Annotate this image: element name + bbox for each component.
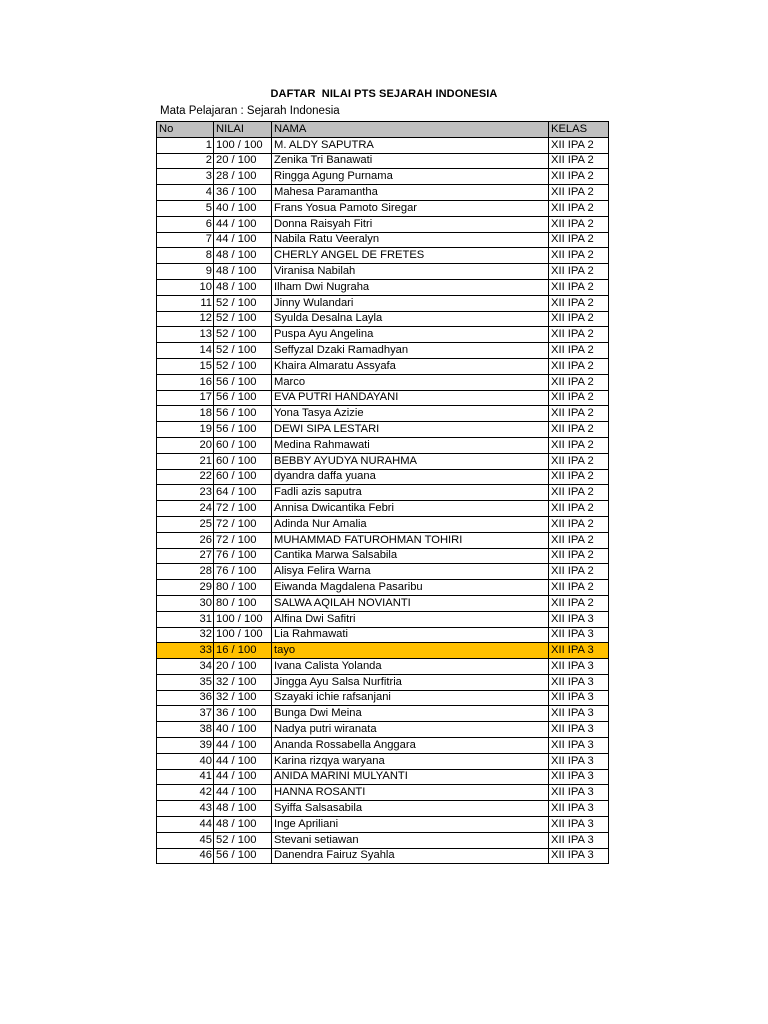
cell-nilai: 80 / 100 <box>214 580 272 596</box>
cell-nama: Ilham Dwi Nugraha <box>272 279 549 295</box>
cell-kelas: XII IPA 2 <box>549 564 609 580</box>
cell-nama: Frans Yosua Pamoto Siregar <box>272 200 549 216</box>
cell-nilai: 36 / 100 <box>214 706 272 722</box>
cell-kelas: XII IPA 3 <box>549 643 609 659</box>
cell-kelas: XII IPA 2 <box>549 422 609 438</box>
cell-kelas: XII IPA 3 <box>549 769 609 785</box>
cell-nilai: 44 / 100 <box>214 738 272 754</box>
cell-no: 10 <box>157 279 214 295</box>
table-row <box>157 548 609 564</box>
cell-nilai: 56 / 100 <box>214 390 272 406</box>
table-row <box>157 169 609 185</box>
cell-no: 23 <box>157 485 214 501</box>
table-row <box>157 817 609 833</box>
cell-kelas: XII IPA 2 <box>549 232 609 248</box>
table-row <box>157 453 609 469</box>
cell-kelas: XII IPA 2 <box>549 264 609 280</box>
cell-nilai: 56 / 100 <box>214 422 272 438</box>
cell-nama: Inge Apriliani <box>272 817 549 833</box>
cell-nama: Stevani setiawan <box>272 832 549 848</box>
cell-nama: Marco <box>272 374 549 390</box>
cell-nama: Lia Rahmawati <box>272 627 549 643</box>
cell-nilai: 80 / 100 <box>214 595 272 611</box>
table-row <box>157 185 609 201</box>
table-row <box>157 722 609 738</box>
cell-no: 13 <box>157 327 214 343</box>
cell-nilai: 100 / 100 <box>214 137 272 153</box>
cell-nama: MUHAMMAD FATUROHMAN TOHIRI <box>272 532 549 548</box>
table-row <box>157 785 609 801</box>
subject-line: Mata Pelajaran : Sejarah Indonesia <box>160 105 340 117</box>
cell-no: 5 <box>157 200 214 216</box>
table-row <box>157 153 609 169</box>
cell-kelas: XII IPA 2 <box>549 548 609 564</box>
cell-nama: Syiffa Salsasabila <box>272 801 549 817</box>
cell-nilai: 60 / 100 <box>214 453 272 469</box>
cell-nama: Seffyzal Dzaki Ramadhyan <box>272 343 549 359</box>
cell-kelas: XII IPA 3 <box>549 753 609 769</box>
cell-kelas: XII IPA 3 <box>549 659 609 675</box>
cell-nilai: 72 / 100 <box>214 516 272 532</box>
cell-kelas: XII IPA 3 <box>549 832 609 848</box>
cell-nilai: 44 / 100 <box>214 769 272 785</box>
table-row <box>157 738 609 754</box>
cell-kelas: XII IPA 2 <box>549 374 609 390</box>
table-row <box>157 374 609 390</box>
cell-no: 46 <box>157 848 214 864</box>
table-row <box>157 390 609 406</box>
cell-no: 39 <box>157 738 214 754</box>
table-row <box>157 627 609 643</box>
cell-nilai: 52 / 100 <box>214 343 272 359</box>
cell-kelas: XII IPA 2 <box>549 595 609 611</box>
cell-nama: Mahesa Paramantha <box>272 185 549 201</box>
table-row <box>157 485 609 501</box>
cell-kelas: XII IPA 2 <box>549 279 609 295</box>
cell-kelas: XII IPA 2 <box>549 311 609 327</box>
cell-nama: Viranisa Nabilah <box>272 264 549 280</box>
cell-no: 18 <box>157 406 214 422</box>
cell-nama: Yona Tasya Azizie <box>272 406 549 422</box>
cell-nama: Adinda Nur Amalia <box>272 516 549 532</box>
cell-nilai: 20 / 100 <box>214 659 272 675</box>
cell-no: 15 <box>157 358 214 374</box>
table-row <box>157 200 609 216</box>
table-row <box>157 311 609 327</box>
cell-nilai: 48 / 100 <box>214 248 272 264</box>
cell-no: 17 <box>157 390 214 406</box>
cell-kelas: XII IPA 2 <box>549 343 609 359</box>
cell-nama: Ananda Rossabella Anggara <box>272 738 549 754</box>
cell-kelas: XII IPA 2 <box>549 580 609 596</box>
cell-kelas: XII IPA 3 <box>549 674 609 690</box>
cell-no: 21 <box>157 453 214 469</box>
table-row <box>157 422 609 438</box>
table-row <box>157 137 609 153</box>
cell-kelas: XII IPA 3 <box>549 706 609 722</box>
header-kelas: KELAS <box>549 122 609 138</box>
cell-kelas: XII IPA 3 <box>549 738 609 754</box>
table-row <box>157 279 609 295</box>
cell-no: 7 <box>157 232 214 248</box>
cell-kelas: XII IPA 2 <box>549 137 609 153</box>
cell-nilai: 44 / 100 <box>214 216 272 232</box>
cell-nama: DEWI SIPA LESTARI <box>272 422 549 438</box>
cell-nama: Alisya Felira Warna <box>272 564 549 580</box>
table-row <box>157 532 609 548</box>
cell-no: 40 <box>157 753 214 769</box>
cell-nilai: 56 / 100 <box>214 848 272 864</box>
cell-no: 20 <box>157 437 214 453</box>
cell-nilai: 56 / 100 <box>214 374 272 390</box>
cell-nilai: 32 / 100 <box>214 690 272 706</box>
table-row <box>157 832 609 848</box>
cell-kelas: XII IPA 2 <box>549 295 609 311</box>
cell-nama: Szayaki ichie rafsanjani <box>272 690 549 706</box>
cell-nilai: 52 / 100 <box>214 358 272 374</box>
cell-nama: Donna Raisyah Fitri <box>272 216 549 232</box>
cell-nama: Ringga Agung Purnama <box>272 169 549 185</box>
cell-nilai: 56 / 100 <box>214 406 272 422</box>
cell-kelas: XII IPA 2 <box>549 516 609 532</box>
cell-no: 2 <box>157 153 214 169</box>
cell-no: 38 <box>157 722 214 738</box>
cell-nama: Eiwanda Magdalena Pasaribu <box>272 580 549 596</box>
header-nama: NAMA <box>272 122 549 138</box>
cell-kelas: XII IPA 3 <box>549 817 609 833</box>
table-row <box>157 358 609 374</box>
table-row <box>157 801 609 817</box>
cell-nama: Fadli azis saputra <box>272 485 549 501</box>
table-row <box>157 769 609 785</box>
document-title: DAFTAR NILAI PTS SEJARAH INDONESIA <box>270 88 498 100</box>
cell-kelas: XII IPA 2 <box>549 406 609 422</box>
cell-no: 28 <box>157 564 214 580</box>
cell-nama: Khaira Almaratu Assyafa <box>272 358 549 374</box>
table-row <box>157 659 609 675</box>
cell-no: 19 <box>157 422 214 438</box>
table-row <box>157 706 609 722</box>
cell-nama: CHERLY ANGEL DE FRETES <box>272 248 549 264</box>
table-row <box>157 216 609 232</box>
cell-nama: Zenika Tri Banawati <box>272 153 549 169</box>
cell-kelas: XII IPA 2 <box>549 453 609 469</box>
cell-nilai: 16 / 100 <box>214 643 272 659</box>
cell-nama: Cantika Marwa Salsabila <box>272 548 549 564</box>
cell-nilai: 44 / 100 <box>214 753 272 769</box>
cell-nama: Karina rizqya waryana <box>272 753 549 769</box>
cell-kelas: XII IPA 2 <box>549 185 609 201</box>
cell-kelas: XII IPA 3 <box>549 611 609 627</box>
header-no: No <box>157 122 214 138</box>
cell-no: 14 <box>157 343 214 359</box>
cell-nilai: 76 / 100 <box>214 564 272 580</box>
table-body <box>157 137 609 864</box>
cell-nama: Syulda Desalna Layla <box>272 311 549 327</box>
cell-nilai: 52 / 100 <box>214 327 272 343</box>
cell-nilai: 48 / 100 <box>214 279 272 295</box>
cell-nilai: 76 / 100 <box>214 548 272 564</box>
cell-no: 42 <box>157 785 214 801</box>
cell-kelas: XII IPA 2 <box>549 469 609 485</box>
cell-no: 41 <box>157 769 214 785</box>
cell-kelas: XII IPA 2 <box>549 532 609 548</box>
cell-nilai: 48 / 100 <box>214 817 272 833</box>
cell-no: 4 <box>157 185 214 201</box>
grades-table <box>156 121 609 864</box>
cell-nilai: 60 / 100 <box>214 469 272 485</box>
cell-no: 24 <box>157 501 214 517</box>
table-row <box>157 674 609 690</box>
cell-no: 16 <box>157 374 214 390</box>
cell-nama: Alfina Dwi Safitri <box>272 611 549 627</box>
cell-nama: SALWA AQILAH NOVIANTI <box>272 595 549 611</box>
cell-nama: BEBBY AYUDYA NURAHMA <box>272 453 549 469</box>
cell-nilai: 72 / 100 <box>214 532 272 548</box>
cell-kelas: XII IPA 3 <box>549 848 609 864</box>
cell-no: 32 <box>157 627 214 643</box>
cell-no: 31 <box>157 611 214 627</box>
header-nilai: NILAI <box>214 122 272 138</box>
cell-kelas: XII IPA 2 <box>549 169 609 185</box>
table-row <box>157 848 609 864</box>
cell-no: 44 <box>157 817 214 833</box>
cell-nama: HANNA ROSANTI <box>272 785 549 801</box>
cell-kelas: XII IPA 3 <box>549 785 609 801</box>
cell-no: 37 <box>157 706 214 722</box>
table-row <box>157 343 609 359</box>
table-row <box>157 595 609 611</box>
cell-nilai: 48 / 100 <box>214 801 272 817</box>
cell-no: 9 <box>157 264 214 280</box>
cell-no: 33 <box>157 643 214 659</box>
table-row <box>157 501 609 517</box>
cell-nilai: 100 / 100 <box>214 611 272 627</box>
cell-no: 3 <box>157 169 214 185</box>
cell-nilai: 52 / 100 <box>214 832 272 848</box>
cell-nama: Nabila Ratu Veeralyn <box>272 232 549 248</box>
cell-nilai: 44 / 100 <box>214 785 272 801</box>
cell-nama: M. ALDY SAPUTRA <box>272 137 549 153</box>
cell-nama: ANIDA MARINI MULYANTI <box>272 769 549 785</box>
table-row <box>157 295 609 311</box>
cell-nilai: 32 / 100 <box>214 674 272 690</box>
table-row <box>157 690 609 706</box>
cell-nilai: 20 / 100 <box>214 153 272 169</box>
cell-nilai: 40 / 100 <box>214 200 272 216</box>
cell-nama: Puspa Ayu Angelina <box>272 327 549 343</box>
table-row <box>157 327 609 343</box>
cell-kelas: XII IPA 2 <box>549 358 609 374</box>
cell-nilai: 48 / 100 <box>214 264 272 280</box>
cell-kelas: XII IPA 3 <box>549 690 609 706</box>
table-row <box>157 469 609 485</box>
cell-no: 36 <box>157 690 214 706</box>
cell-kelas: XII IPA 2 <box>549 485 609 501</box>
table-row <box>157 437 609 453</box>
cell-nilai: 28 / 100 <box>214 169 272 185</box>
cell-no: 45 <box>157 832 214 848</box>
table-header-row <box>157 122 609 138</box>
cell-no: 6 <box>157 216 214 232</box>
cell-nama: Nadya putri wiranata <box>272 722 549 738</box>
cell-nama: Jinny Wulandari <box>272 295 549 311</box>
cell-nilai: 44 / 100 <box>214 232 272 248</box>
cell-no: 29 <box>157 580 214 596</box>
cell-no: 22 <box>157 469 214 485</box>
cell-kelas: XII IPA 3 <box>549 722 609 738</box>
cell-no: 11 <box>157 295 214 311</box>
cell-nama: Bunga Dwi Meina <box>272 706 549 722</box>
table-row <box>157 564 609 580</box>
cell-nilai: 40 / 100 <box>214 722 272 738</box>
cell-no: 34 <box>157 659 214 675</box>
cell-nilai: 36 / 100 <box>214 185 272 201</box>
cell-no: 25 <box>157 516 214 532</box>
cell-no: 43 <box>157 801 214 817</box>
table-row <box>157 516 609 532</box>
cell-no: 1 <box>157 137 214 153</box>
cell-nama: dyandra daffa yuana <box>272 469 549 485</box>
cell-nilai: 72 / 100 <box>214 501 272 517</box>
cell-kelas: XII IPA 2 <box>549 153 609 169</box>
cell-nama: Danendra Fairuz Syahla <box>272 848 549 864</box>
cell-nilai: 52 / 100 <box>214 295 272 311</box>
cell-no: 30 <box>157 595 214 611</box>
cell-no: 8 <box>157 248 214 264</box>
cell-nama: Medina Rahmawati <box>272 437 549 453</box>
table-row <box>157 580 609 596</box>
cell-nama: Annisa Dwicantika Febri <box>272 501 549 517</box>
cell-no: 27 <box>157 548 214 564</box>
cell-kelas: XII IPA 2 <box>549 437 609 453</box>
cell-kelas: XII IPA 2 <box>549 216 609 232</box>
cell-nama: Jingga Ayu Salsa Nurfitria <box>272 674 549 690</box>
table-row <box>157 406 609 422</box>
cell-kelas: XII IPA 2 <box>549 248 609 264</box>
cell-nama: Ivana Calista Yolanda <box>272 659 549 675</box>
cell-kelas: XII IPA 3 <box>549 801 609 817</box>
cell-nilai: 100 / 100 <box>214 627 272 643</box>
cell-kelas: XII IPA 2 <box>549 501 609 517</box>
cell-nilai: 52 / 100 <box>214 311 272 327</box>
cell-no: 12 <box>157 311 214 327</box>
cell-no: 35 <box>157 674 214 690</box>
table-row <box>157 753 609 769</box>
table-row <box>157 264 609 280</box>
cell-nama: EVA PUTRI HANDAYANI <box>272 390 549 406</box>
cell-kelas: XII IPA 3 <box>549 627 609 643</box>
table-row-highlighted <box>157 643 609 659</box>
table-row <box>157 611 609 627</box>
cell-kelas: XII IPA 2 <box>549 200 609 216</box>
cell-nilai: 60 / 100 <box>214 437 272 453</box>
table-row <box>157 248 609 264</box>
cell-nama: tayo <box>272 643 549 659</box>
cell-nilai: 64 / 100 <box>214 485 272 501</box>
cell-kelas: XII IPA 2 <box>549 327 609 343</box>
table-row <box>157 232 609 248</box>
cell-kelas: XII IPA 2 <box>549 390 609 406</box>
cell-no: 26 <box>157 532 214 548</box>
